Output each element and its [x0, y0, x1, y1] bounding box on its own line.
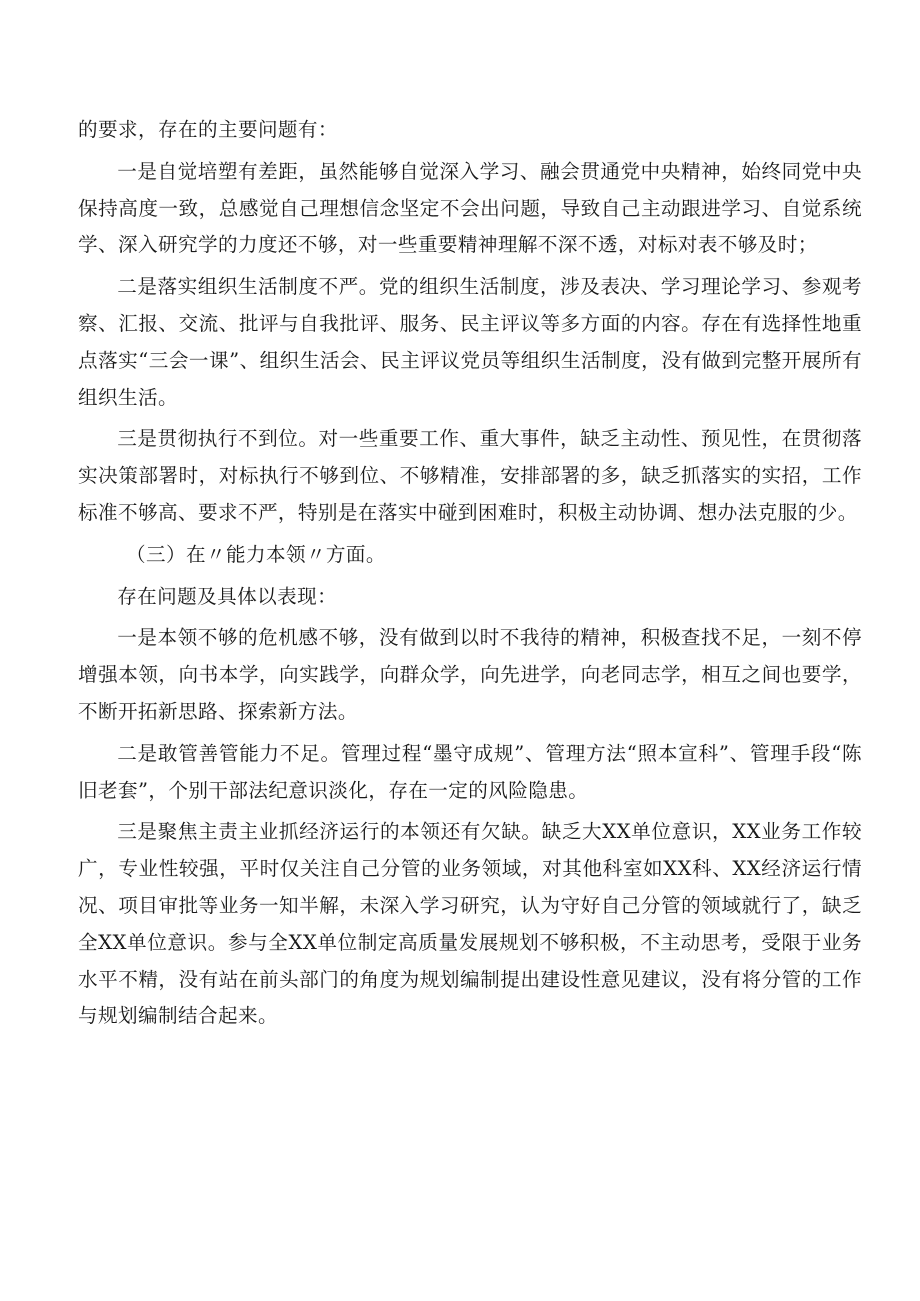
paragraph-intro: 的要求，存在的主要问题有：: [78, 118, 338, 141]
paragraph-point-2: 二是落实组织生活制度不严。党的组织生活制度，涉及表决、学习理论学习、参观考察、汇报、交流、批评与自我批评、服务、民主评议等多方面的内容。存在有选择性地重点落实“三会一课”、组织生活会、民主评议党员等组织生活制度，没有做到完整开展所有组织生活。: [78, 275, 862, 409]
paragraph-point-3: 三是贯彻执行不到位。对一些重要工作、重大事件，缺乏主动性、预见性，在贯彻落实决策部署时，对标执行不够到位、不够精准，安排部署的多，缺乏抓落实的实招，工作标准不够高、要求不严，特别是在落实中碰到困难时，积极主动协调、想办法克服的少。: [78, 427, 862, 524]
section-heading-ability: （三）在〃能力本领〃方面。: [126, 542, 386, 566]
paragraph-point-1: 一是自觉培塑有差距，虽然能够自觉深入学习、融会贯通党中央精神，始终同党中央保持高度一致，总感觉自己理想信念坚定不会出问题，导致自己主动跟进学习、自觉系统学、深入研究学的力度还不够，对一些重要精神理解不深不透，对标对表不够及时；: [78, 159, 862, 257]
paragraph-ability-3: 三是聚焦主责主业抓经济运行的本领还有欠缺。缺乏大XX单位意识，XX业务工作较广，专业性较强，平时仅关注自己分管的业务领域，对其他科室如XX科、XX经济运行情况、项目审批等业务一知半解，未深入学习研究，认为守好自己分管的领域就行了，缺乏全XX单位意识。参与全XX单位制定高质量发展规划不够积极，不主动思考，受限于业务水平不精，没有站在前头部门的角度为规划编制提出建设性意见建议，没有将分管的工作与规划编制结合起来。: [78, 820, 862, 1028]
paragraph-problems-intro: 存在问题及具体以表现：: [117, 584, 338, 608]
document-page: [78, 112, 862, 1035]
paragraph-ability-1: 一是本领不够的危机感不够，没有做到以时不我待的精神，积极查找不足，一刻不停增强本领，向书本学，向实践学，向群众学，向先进学，向老同志学，相互之间也要学，不断开拓新思路、探索新方法。: [78, 626, 862, 723]
paragraph-ability-2: 二是敢管善管能力不足。管理过程“墨守成规”、管理方法“照本宣科”、管理手段“陈旧老套”，个别干部法纪意识淡化，存在一定的风险隐患。: [78, 741, 862, 802]
